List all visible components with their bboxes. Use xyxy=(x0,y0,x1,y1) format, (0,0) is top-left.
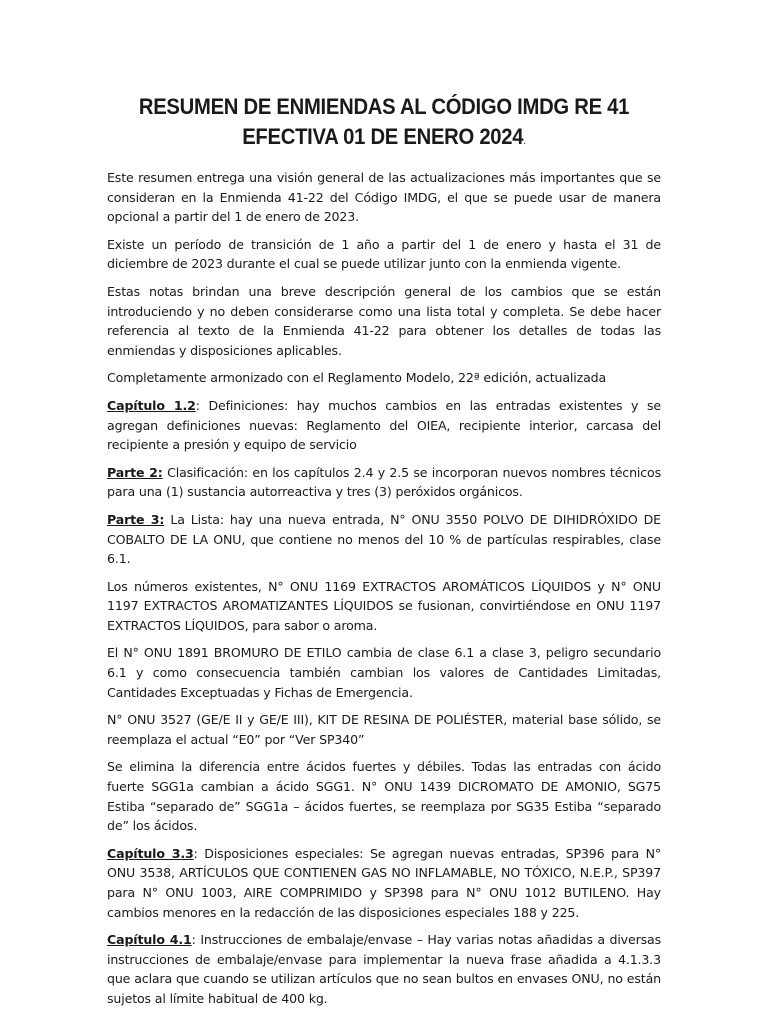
section-heading-parte-2: Parte 2: xyxy=(107,464,163,480)
title-line-2 xyxy=(129,122,639,156)
chapter-1-2-paragraph xyxy=(107,396,661,455)
section-heading-capitulo-3-3: Capítulo 3.3 xyxy=(107,845,194,861)
paragraph-text: Completamente armonizado con el Reglamento Modelo, 22ª edición, actualizada xyxy=(107,370,607,386)
part-3-paragraph xyxy=(107,510,661,569)
paragraph-text: Se elimina la diferencia entre ácidos fuertes y débiles. Todas las entradas con ácido fuerte SGG1a cambian a ácido SGG1. N° ONU 1439 DICROMATO DE AMONIO, SG75 Estiba “separado de” SGG1a – ácidos fuertes, se reemplaza por SG35 Estiba “separado de” los ácidos. xyxy=(107,759,661,834)
document-title xyxy=(129,92,639,156)
paragraph-text: Definiciones: hay muchos cambios en las entradas existentes y se agregan definiciones nuevas: Reglamento del OIEA, recipiente interior, carcasa del recipiente a presión y equipo de servicio xyxy=(107,397,662,453)
document-page xyxy=(107,92,661,1017)
section-heading-capitulo-4-1: Capítulo 4.1 xyxy=(107,932,192,948)
title-line-1: RESUMEN DE ENMIENDAS AL CÓDIGO IMDG RE 41 xyxy=(138,94,630,119)
merged-numbers-paragraph xyxy=(107,577,661,636)
chapter-4-1-paragraph xyxy=(107,930,661,1008)
notes-paragraph xyxy=(107,282,661,360)
chapter-3-3-paragraph xyxy=(107,844,661,922)
harmonized-paragraph xyxy=(107,368,661,388)
paragraph-text: Este resumen entrega una visión general de las actualizaciones más importantes que se consideran en la Enmienda 41-22 del Código IMDG, el que se puede usar de manera opcional a partir del 1 de enero de 2023. xyxy=(107,170,661,225)
intro-paragraph xyxy=(107,168,661,227)
section-heading-capitulo-1-2: Capítulo 1.2 xyxy=(107,397,196,413)
paragraph-text: El N° ONU 1891 BROMURO DE ETILO cambia de clase 6.1 a clase 3, peligro secundario 6.1 y como consecuencia también cambian los valores de Cantidades Limitadas, Cantidades Exceptuadas y Fichas de Emergencia. xyxy=(107,645,661,700)
paragraph-text: Los números existentes, N° ONU 1169 EXTRACTOS AROMÁTICOS LÍQUIDOS y N° ONU 1197 EXTRACTOS AROMATIZANTES LÍQUIDOS se fusionan, convirtiéndose en ONU 1197 EXTRACTOS LÍQUIDOS, para sabor o aroma. xyxy=(107,578,661,633)
title-trailing-period: . xyxy=(523,135,526,147)
acids-paragraph xyxy=(107,757,661,835)
paragraph-text: Disposiciones especiales: Se agregan nuevas entradas, SP396 para N° ONU 3538, ARTÍCULOS QUE CONTIENEN GAS NO INFLAMABLE, NO TÓXICO, N.E.P., SP397 para N° ONU 1003, AIRE COMPRIMIDO y SP398 para N° ONU 1012 BUTILENO. Hay cambios menores en la redacción de las disposiciones especiales 188 y 225. xyxy=(107,845,661,920)
polyester-resin-paragraph xyxy=(107,710,661,749)
paragraph-text: Existe un período de transición de 1 año a partir del 1 de enero y hasta el 31 de diciembre de 2023 durante el cual se puede utilizar junto con la enmienda vigente. xyxy=(107,236,661,272)
transition-paragraph xyxy=(107,235,661,274)
ethyl-bromide-paragraph xyxy=(107,643,661,702)
title-line-2-text: EFECTIVA 01 DE ENERO 2024 xyxy=(242,124,524,149)
paragraph-text: Clasificación: en los capítulos 2.4 y 2.5 se incorporan nuevos nombres técnicos para una (1) sustancia autorreactiva y tres (3) peróxidos orgánicos. xyxy=(107,464,661,500)
paragraph-text: Instrucciones de embalaje/envase – Hay varias notas añadidas a diversas instrucciones de embalaje/envase para implementar la nueva frase añadida a 4.1.3.3 que aclara que cuando se utilizan artículos que no sean bultos en envases ONU, no están sujetos al límite habitual de 400 kg. xyxy=(107,932,661,1006)
section-heading-parte-3: Parte 3: xyxy=(107,511,165,527)
paragraph-text: N° ONU 3527 (GE/E II y GE/E III), KIT DE RESINA DE POLIÉSTER, material base sólido, se reemplaza el actual “E0” por “Ver SP340” xyxy=(107,712,661,747)
paragraph-text: Estas notas brindan una breve descripción general de los cambios que se están introduciendo y no deben considerarse como una lista total y completa. Se debe hacer referencia al texto de la Enmienda 41-22 para obtener los detalles de todas las enmiendas y disposiciones aplicables. xyxy=(107,283,661,358)
heading-separator: : xyxy=(193,845,205,861)
paragraph-text: La Lista: hay una nueva entrada, N° ONU 3550 POLVO DE DIHIDRÓXIDO DE COBALTO DE LA ONU, que contiene no menos del 10 % de partículas respirables, clase 6.1. xyxy=(107,511,661,567)
heading-separator: : xyxy=(191,932,201,948)
part-2-paragraph xyxy=(107,463,661,502)
heading-separator: : xyxy=(195,397,209,413)
